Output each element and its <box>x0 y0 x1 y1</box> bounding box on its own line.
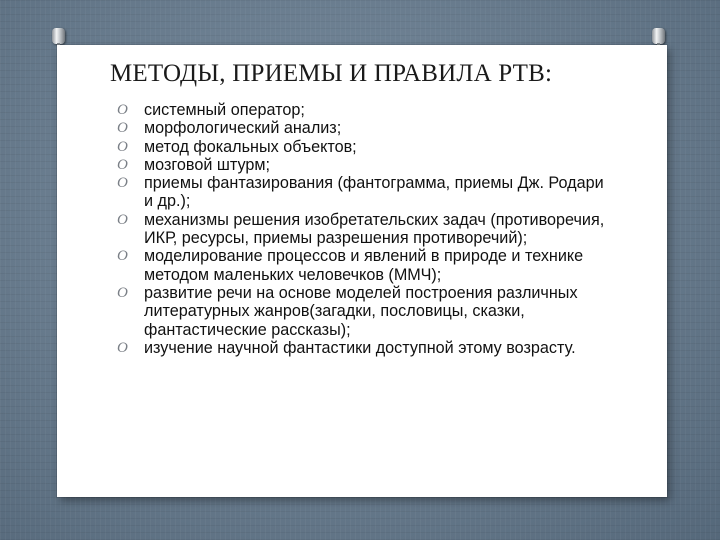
bullet-icon: O <box>117 248 128 265</box>
list-item <box>117 101 617 119</box>
list-item-text: морфологический анализ; <box>144 119 342 138</box>
pushpin-head <box>652 28 665 44</box>
bullet-icon: O <box>117 339 128 356</box>
list-item <box>117 211 617 248</box>
list-item-text: системный оператор; <box>144 101 305 119</box>
list-item-text: мозговой штурм; <box>144 155 271 174</box>
list-item-text: развитие речи на основе моделей построения различных литературных жанров(загадки, пословицы, сказки, фантастические рассказы); <box>144 283 578 339</box>
list-item <box>117 119 617 137</box>
bullet-icon: O <box>117 156 128 173</box>
list-item <box>117 174 617 211</box>
list-item <box>117 339 617 357</box>
bullet-icon: O <box>117 284 128 301</box>
list-item <box>117 247 617 284</box>
list-item-text: механизмы решения изобретательских задач (противоречия, ИКР, ресурсы, приемы разрешения противоречий); <box>144 210 605 248</box>
list-item <box>117 138 617 156</box>
bullet-icon: O <box>117 120 128 137</box>
list-item <box>117 284 617 339</box>
list-item <box>117 156 617 174</box>
bullet-icon: O <box>117 211 128 228</box>
list-item-text: моделирование процессов и явлений в природе и технике методом маленьких человечков (ММЧ); <box>144 247 584 284</box>
pushpin-head <box>52 28 65 44</box>
bullet-icon: O <box>117 138 128 155</box>
slide-title: МЕТОДЫ, ПРИЕМЫ И ПРАВИЛА РТВ: <box>110 60 553 87</box>
bullet-list <box>117 101 617 357</box>
bullet-icon: O <box>117 102 128 118</box>
bullet-icon: O <box>117 175 128 192</box>
list-item-text: метод фокальных объектов; <box>144 137 357 156</box>
list-item-text: приемы фантазирования (фантограмма, приемы Дж. Родари и др.); <box>144 174 604 211</box>
list-item-text: изучение научной фантастики доступной этому возрасту. <box>144 338 576 357</box>
